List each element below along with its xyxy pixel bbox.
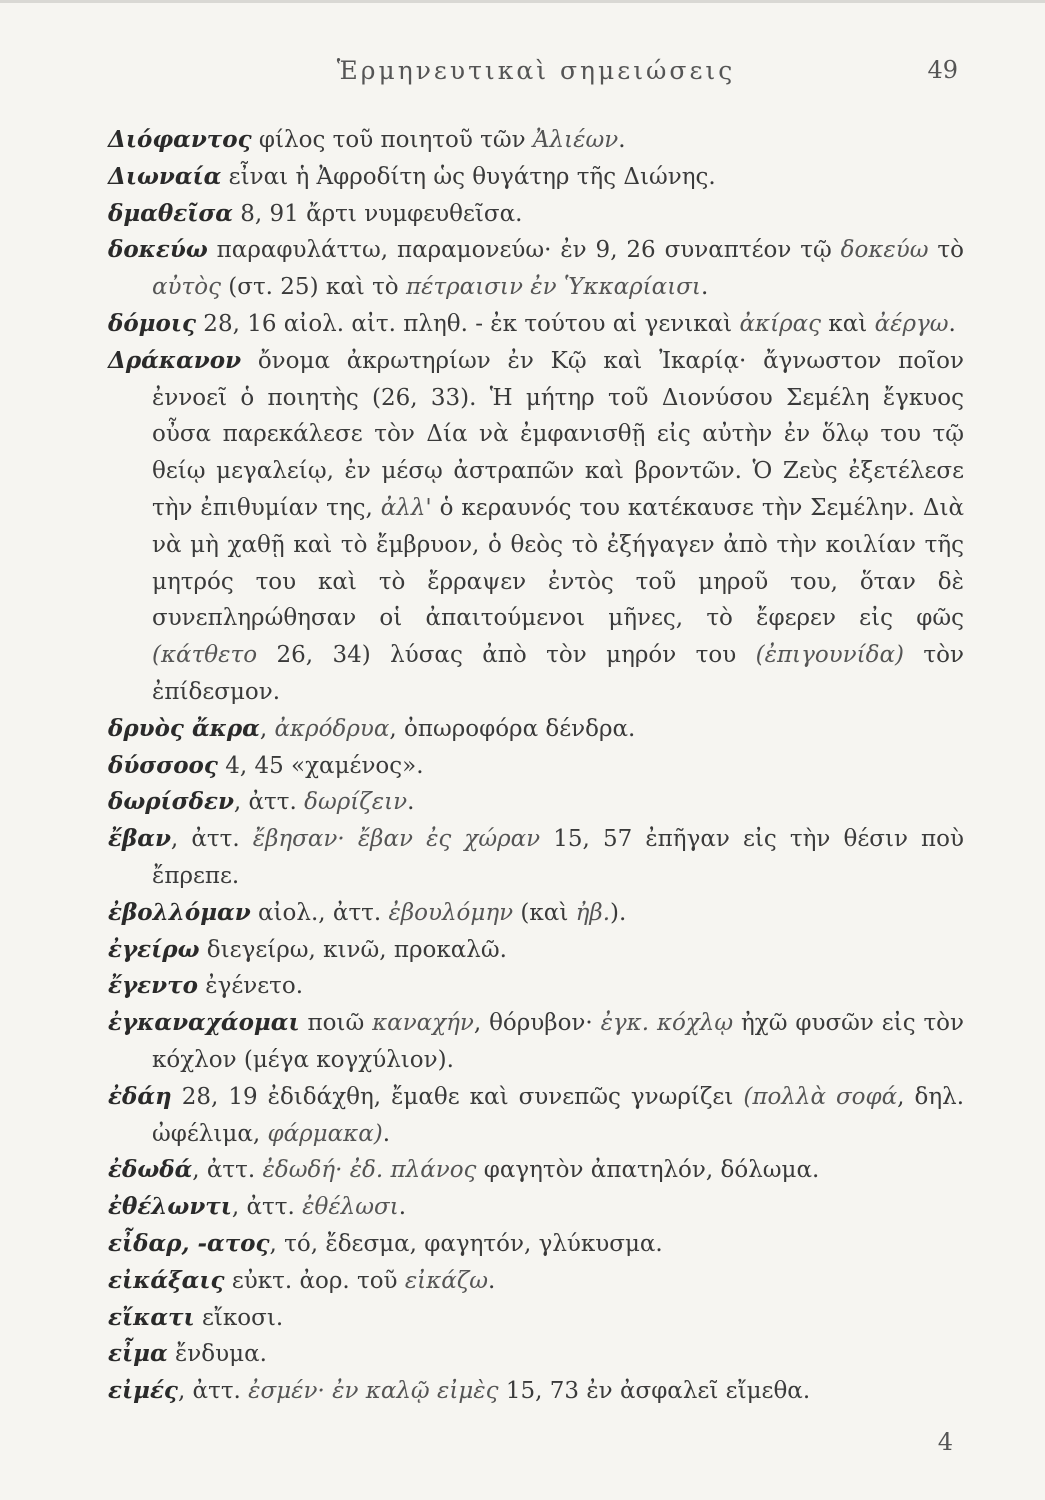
- entry-text: ἐγένετο.: [197, 973, 304, 1000]
- entry-text: 28, 19 ἐδιδάχθη, ἔμαθε καὶ συνεπῶς γνωρίζει: [171, 1083, 744, 1110]
- entry-text: φαγητὸν ἀπατηλόν, δόλωμα.: [476, 1157, 820, 1184]
- entry-text: εὐκτ. ἀορ. τοῦ: [224, 1267, 405, 1294]
- entry-italic-text: ἐσμέν· ἐν καλῷ εἰμὲς: [248, 1378, 499, 1405]
- page-number: 49: [927, 56, 958, 84]
- entry-headword: Διόφαντος: [108, 126, 252, 153]
- entry-text: εἶναι ἡ Ἀφροδίτη ὡς θυγάτηρ τῆς Διώνης.: [221, 163, 716, 190]
- entry-italic-text: (κάτθετο: [152, 642, 258, 669]
- entry-headword: δοκεύω: [108, 236, 208, 264]
- entry-headword: δύσσοος: [108, 751, 218, 779]
- glossary-entry: [108, 306, 964, 343]
- glossary-entry: [108, 1373, 964, 1410]
- entry-italic-text: (ἐπιγουνίδα): [755, 642, 905, 669]
- glossary-entry: [108, 784, 964, 821]
- entry-text: εἴκοσι.: [194, 1304, 284, 1331]
- glossary-entry: [108, 1005, 964, 1079]
- entry-italic-text: ἀκρόδρυα: [274, 715, 390, 742]
- glossary-entry: [108, 1079, 964, 1153]
- entry-italic-text: ἠβ.: [575, 899, 611, 926]
- entry-text: παραφυλάττω, παραμονεύω· ἐν 9, 26 συναπτέον τῷ: [207, 237, 841, 264]
- entry-italic-text: ἐδωδή· ἐδ. πλάνος: [262, 1157, 477, 1184]
- entry-text: (καὶ: [513, 899, 576, 926]
- entry-italic-text: ἐθέλωσι: [302, 1194, 399, 1221]
- entry-headword: εἰμές: [108, 1377, 178, 1405]
- entry-text: 8, 91 ἄρτι νυμφευθεῖσα.: [232, 200, 523, 227]
- entry-italic-text: αὐτὸς: [152, 274, 221, 301]
- entry-text: ἔνδυμα.: [167, 1341, 267, 1368]
- entry-italic-text: καναχήν: [372, 1010, 474, 1037]
- glossary-entry: [108, 895, 964, 932]
- entry-text: , ἀττ.: [170, 826, 253, 853]
- entry-headword: ἐβολλόμαν: [108, 898, 251, 926]
- entry-headword: δωρίσδεν: [108, 788, 234, 816]
- glossary-entry: [108, 196, 964, 233]
- entry-text: , ἀττ.: [231, 1194, 303, 1221]
- entry-italic-text: δοκεύω: [840, 237, 929, 264]
- entry-headword: ἐδωδά: [108, 1156, 193, 1184]
- entry-text: , ἀττ.: [177, 1378, 249, 1405]
- entry-text: φίλος τοῦ ποιητοῦ τῶν: [251, 127, 533, 153]
- entry-headword: ἐγείρω: [108, 935, 200, 963]
- entry-italic-text: ἐβουλόμην: [388, 899, 514, 926]
- glossary-entry: [108, 1226, 964, 1263]
- entry-italic-text: ἀλλ': [380, 494, 432, 521]
- entry-italic-text: δωρίζειν: [304, 789, 408, 816]
- glossary-entry: [108, 711, 964, 748]
- running-header: [108, 56, 964, 92]
- entry-headword: εἶμα: [108, 1340, 168, 1368]
- entry-text: 15, 57 ἐπῆγαν εἰς τὴν θέσιν ποὺ ἔπρεπε.: [152, 826, 964, 889]
- entry-italic-text: φάρμακα): [267, 1120, 383, 1147]
- entry-headword: δόμοις: [108, 309, 196, 337]
- glossary-entry: [108, 159, 964, 196]
- entry-text: (στ. 25) καὶ τὸ: [220, 274, 406, 301]
- entry-text: τὸ: [928, 237, 964, 264]
- entry-headword: εἶδαρ, -ατος: [108, 1229, 270, 1257]
- entry-headword: Διωναία: [108, 162, 222, 190]
- entry-text: , θόρυβον·: [473, 1010, 601, 1037]
- entry-italic-text: ἐγκ. κόχλῳ: [600, 1010, 734, 1037]
- entry-text: ).: [610, 899, 627, 926]
- entry-text: , τό, ἔδεσμα, φαγητόν, γλύκυσμα.: [269, 1230, 663, 1257]
- glossary-entry: [108, 122, 964, 159]
- entry-italic-text: ἔβησαν· ἔβαν ἐς χώραν: [252, 826, 541, 853]
- entry-text: 26, 34) λύσας ἀπὸ τὸν μηρόν του: [257, 642, 756, 669]
- glossary-entry: [108, 232, 964, 306]
- entry-headword: ἐγκαναχάομαι: [108, 1009, 300, 1037]
- glossary-entry: [108, 343, 964, 711]
- entry-italic-text: ἀέργω: [874, 310, 949, 337]
- entry-headword: ἐθέλωντι: [108, 1193, 232, 1221]
- entry-text: , ἀττ.: [233, 789, 305, 816]
- entry-text: .: [382, 1120, 391, 1147]
- entry-headword: δρυὸς ἄκρα: [108, 714, 260, 742]
- entry-text: , ὀπωροφόρα δένδρα.: [389, 715, 636, 742]
- entry-text: .: [700, 274, 709, 301]
- entry-text: 28, 16 αἰολ. αἰτ. πληθ. - ἐκ τούτου αἱ γενικαὶ: [196, 310, 740, 337]
- entry-text: ἠχῶ φυσῶν εἰς τὸν κόχλον (μέγα κογχύλιον).: [152, 1010, 964, 1073]
- glossary-entry: [108, 1263, 964, 1300]
- entry-headword: Δράκανον: [108, 346, 242, 374]
- entry-headword: εἰκάξαις: [108, 1266, 225, 1294]
- entry-text: καὶ: [821, 310, 875, 337]
- entry-italic-text: πέτραισιν ἐν Ὑκκαρίαισι: [405, 274, 701, 301]
- running-title: Ἑρμηνευτικαὶ σημειώσεις: [336, 56, 736, 85]
- entry-text: ποιῶ: [299, 1010, 373, 1037]
- glossary-entry: [108, 968, 964, 1005]
- entry-text: .: [398, 1194, 407, 1221]
- entry-headword: ἔβαν: [108, 825, 171, 853]
- entry-text: 4, 45 «χαμένος».: [217, 752, 424, 779]
- entry-italic-text: (πολλὰ σοφά: [743, 1083, 898, 1110]
- glossary-entries: [108, 122, 964, 1410]
- signature-mark: 4: [937, 1428, 953, 1456]
- entry-italic-text: ἀκίρας: [739, 310, 822, 337]
- glossary-entry: [108, 1336, 964, 1373]
- glossary-entry: [108, 932, 964, 969]
- entry-text: διεγείρω, κινῶ, προκαλῶ.: [199, 936, 507, 963]
- entry-text: .: [407, 789, 415, 816]
- entry-text: ὁ κεραυνός του κατέκαυσε τὴν Σεμέλην. Διὰ νὰ μὴ χαθῇ καὶ τὸ ἔμβρυον, ὁ θεὸς τὸ ἐξήγαγεν ἀπὸ τὴν κοιλίαν τῆς μητρός του καὶ τὸ ἔρραψεν ἐντὸς τοῦ μηροῦ του, ὅταν δὲ συνεπληρώθησαν οἱ ἀπαιτούμενοι μῆνες, τὸ ἔφερεν εἰς φῶς: [152, 494, 964, 632]
- entry-headword: ἐδάη: [108, 1082, 172, 1110]
- entry-text: .: [948, 310, 956, 337]
- entry-text: τὸν ἐπίδεσμον.: [152, 642, 964, 705]
- glossary-entry: [108, 1300, 964, 1337]
- entry-text: , δηλ. ὠφέλιμα,: [152, 1083, 965, 1147]
- glossary-entry: [108, 1152, 964, 1189]
- entry-text: .: [488, 1267, 496, 1294]
- glossary-entry: [108, 748, 964, 785]
- entry-headword: εἴκατι: [108, 1303, 195, 1331]
- page-top-edge: [0, 0, 1045, 3]
- entry-text: ,: [259, 715, 275, 742]
- entry-italic-text: Ἀλιέων: [532, 127, 619, 153]
- entry-text: ὄνομα ἀκρωτηρίων ἐν Κῷ καὶ Ἰκαρίᾳ· ἄγνωστον ποῖον ἐννοεῖ ὁ ποιητὴς (26, 33). Ἡ μήτηρ τοῦ Διονύσου Σεμέλη ἔγκυος οὖσα παρεκάλεσε τὸν Δία νὰ ἐμφανισθῇ εἰς αὐτὴν ἐν ὅλῳ του τῷ θείῳ μεγαλείῳ, ἐν μέσῳ ἀστραπῶν καὶ βροντῶν. Ὁ Ζεὺς ἐξετέλεσε τὴν ἐπιθυμίαν της,: [152, 347, 964, 521]
- entry-italic-text: εἰκάζω: [404, 1267, 489, 1294]
- glossary-entry: [108, 1189, 964, 1226]
- entry-text: αἰολ., ἀττ.: [250, 899, 389, 926]
- glossary-entry: [108, 821, 964, 895]
- entry-headword: ἔγεντο: [108, 972, 198, 1000]
- entry-headword: δμαθεῖσα: [108, 199, 233, 227]
- entry-text: 15, 73 ἐν ἀσφαλεῖ εἴμεθα.: [498, 1378, 811, 1405]
- entry-text: , ἀττ.: [192, 1157, 263, 1184]
- entry-text: .: [618, 127, 626, 153]
